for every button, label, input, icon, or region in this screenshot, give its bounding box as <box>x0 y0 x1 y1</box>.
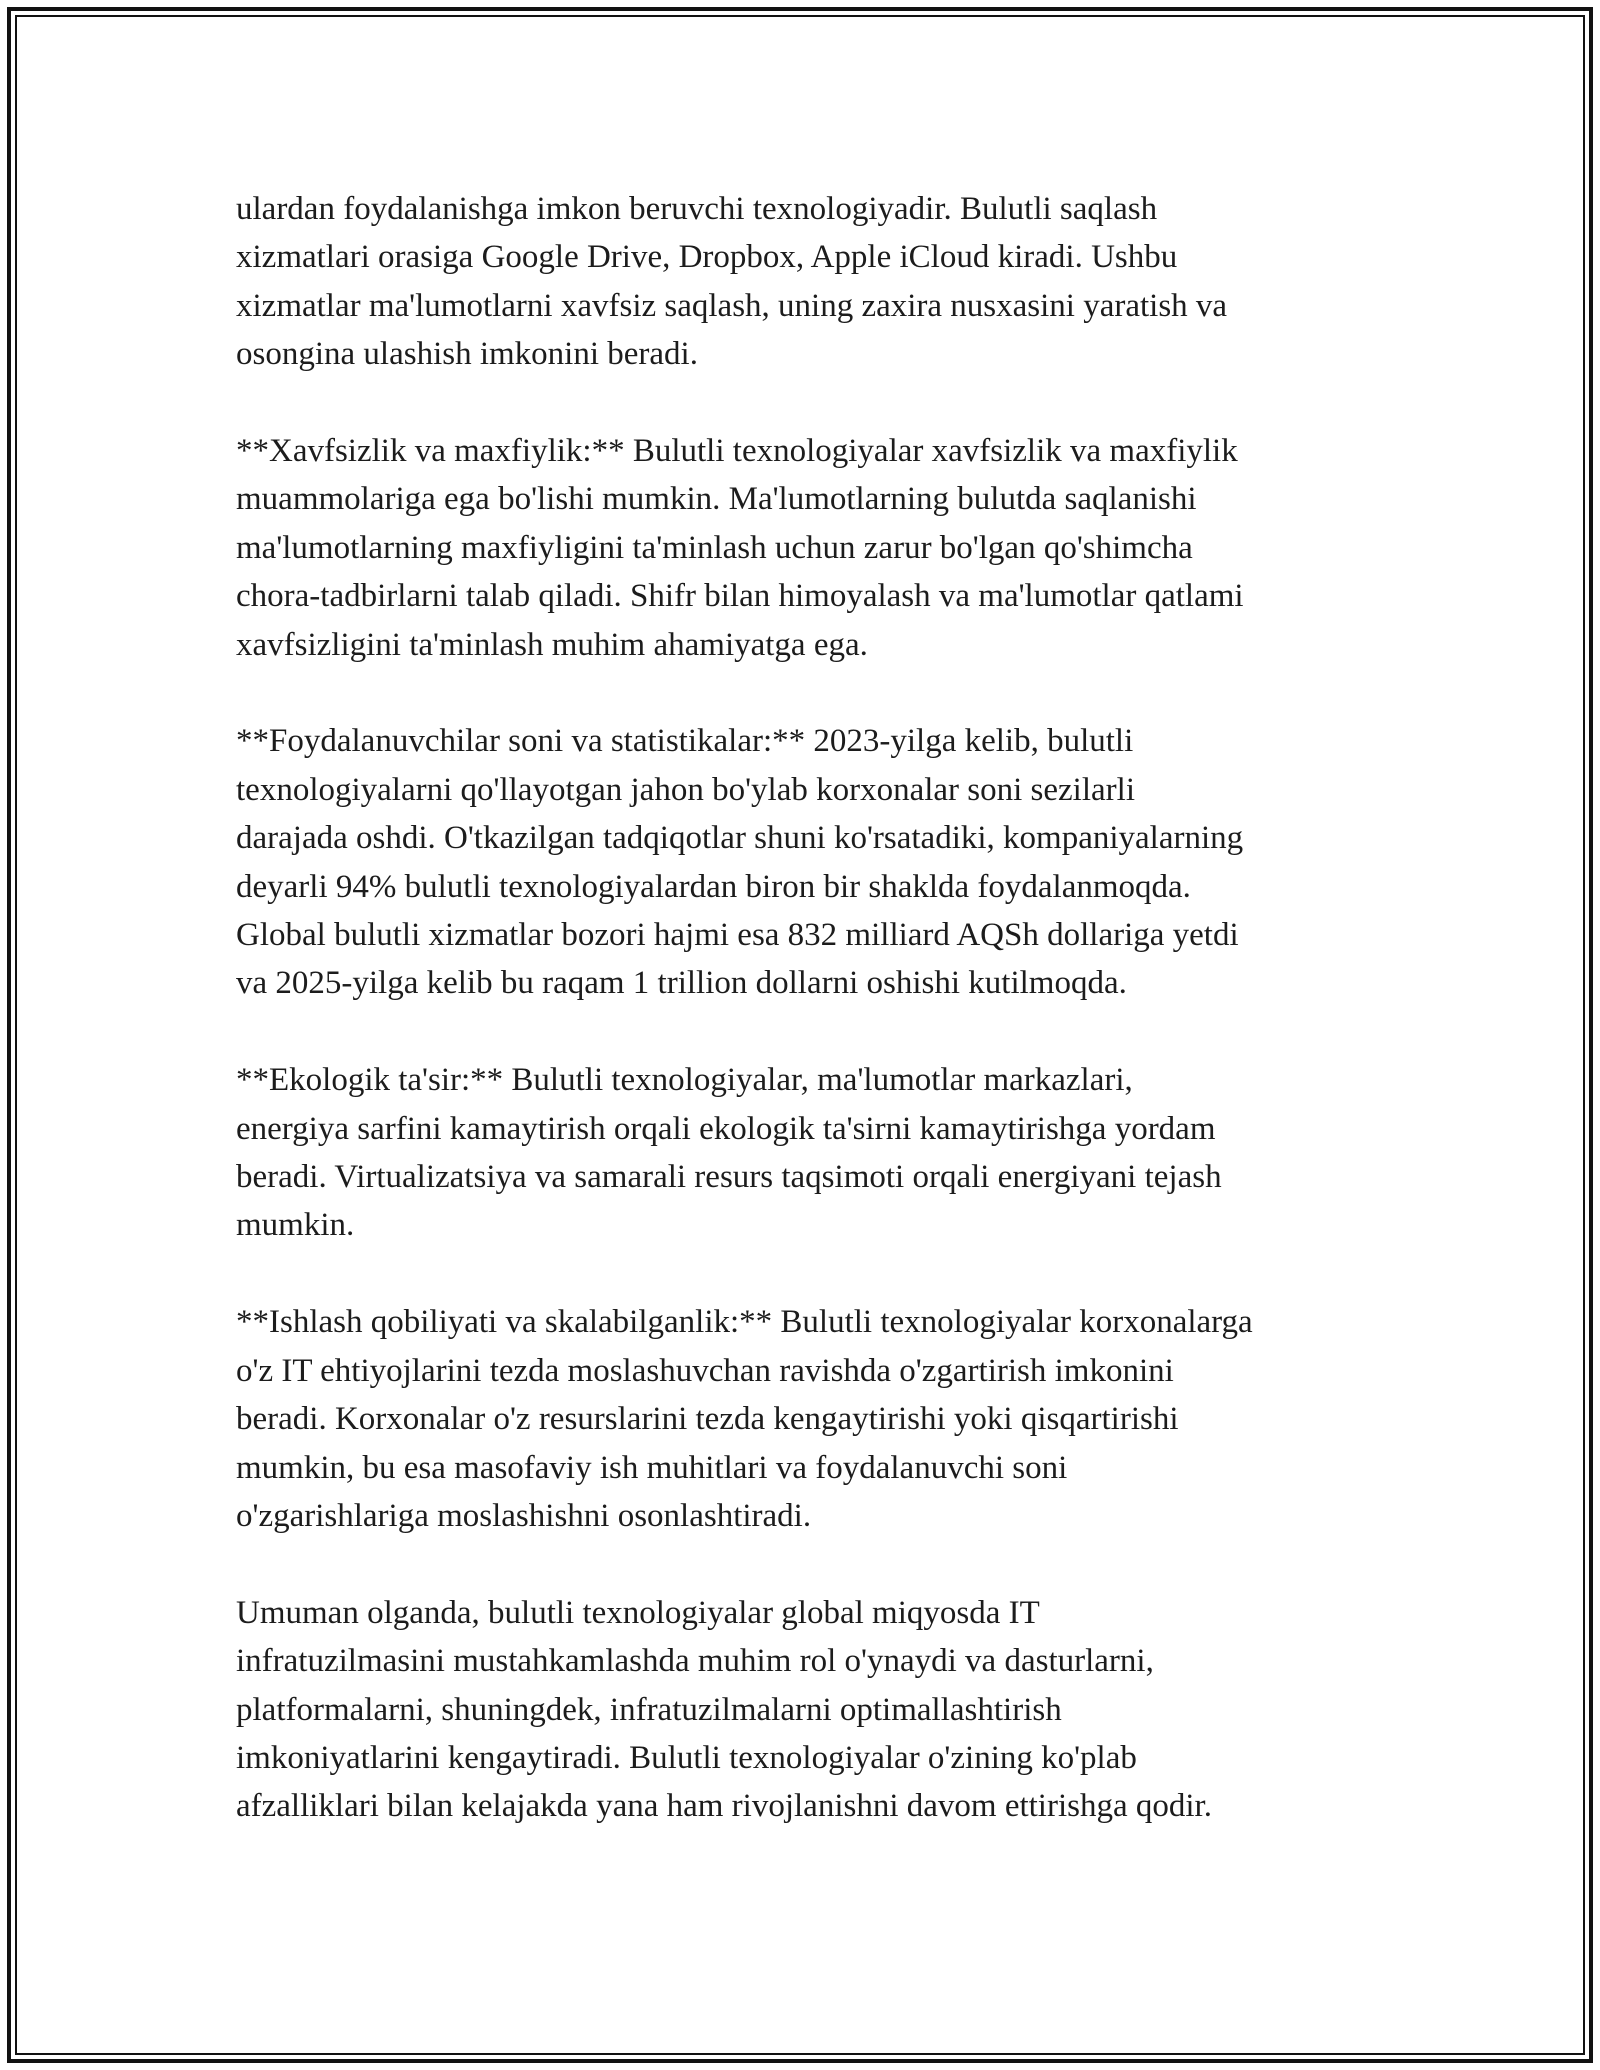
text-line: beradi. Virtualizatsiya va samarali resurs taqsimoti orqali energiyani tejash <box>236 1159 1222 1196</box>
text-line: platformalarni, shuningdek, infratuzilmalarni optimallashtirish <box>236 1691 1062 1728</box>
text-line: o'z IT ehtiyojlarini tezda moslashuvchan ravishda o'zgartirish imkonini <box>236 1352 1174 1389</box>
text-line: **Foydalanuvchilar soni va statistikalar:** 2023-yilga kelib, bulutli <box>236 723 1134 760</box>
text-line: **Ishlash qobiliyati va skalabilganlik:** Bulutli texnologiyalar korxonalarga <box>236 1304 1253 1341</box>
paragraph-conclusion <box>236 1589 1386 1831</box>
paragraph-users-statistics <box>236 717 1386 1007</box>
text-line: darajada oshdi. O'tkazilgan tadqiqotlar shuni ko'rsatadiki, kompaniyalarning <box>236 820 1244 857</box>
text-line: texnologiyalarni qo'llayotgan jahon bo'ylab korxonalar soni sezilarli <box>236 771 1135 808</box>
text-line: xizmatlari orasiga Google Drive, Dropbox, Apple iCloud kiradi. Ushbu <box>236 239 1178 276</box>
paragraph-ecological-impact <box>236 1056 1386 1250</box>
text-line: ma'lumotlarning maxfiyligini ta'minlash uchun zarur bo'lgan qo'shimcha <box>236 529 1193 566</box>
text-line: va 2025-yilga kelib bu raqam 1 trillion dollarni oshishi kutilmoqda. <box>236 965 1127 1002</box>
text-line: chora-tadbirlarni talab qiladi. Shifr bilan himoyalash va ma'lumotlar qatlami <box>236 578 1244 615</box>
text-line: beradi. Korxonalar o'z resurslarini tezda kengaytirishi yoki qisqartirishi <box>236 1401 1179 1438</box>
paragraph-performance-scalability <box>236 1298 1386 1540</box>
text-line: muammolariga ega bo'lishi mumkin. Ma'lumotlarning bulutda saqlanishi <box>236 481 1197 518</box>
text-line: afzalliklari bilan kelajakda yana ham rivojlanishni davom ettirishga qodir. <box>236 1788 1212 1825</box>
text-line: Umuman olganda, bulutli texnologiyalar global miqyosda IT <box>236 1594 1040 1631</box>
text-line: imkoniyatlarini kengaytiradi. Bulutli texnologiyalar o'zining ko'plab <box>236 1739 1137 1776</box>
text-line: energiya sarfini kamaytirish orqali ekologik ta'sirni kamaytirishga yordam <box>236 1110 1216 1147</box>
text-line: mumkin, bu esa masofaviy ish muhitlari va foydalanuvchi soni <box>236 1449 1068 1486</box>
text-line: infratuzilmasini mustahkamlashda muhim rol o'ynaydi va dasturlarni, <box>236 1643 1154 1680</box>
text-line: osongina ulashish imkonini beradi. <box>236 336 698 373</box>
text-line: xavfsizligini ta'minlash muhim ahamiyatga ega. <box>236 626 868 663</box>
paragraph-security-privacy <box>236 427 1386 669</box>
document-body <box>236 185 1386 1879</box>
text-line: **Ekologik ta'sir:** Bulutli texnologiyalar, ma'lumotlar markazlari, <box>236 1062 1133 1099</box>
paragraph-cloud-storage <box>236 185 1386 379</box>
text-line: mumkin. <box>236 1207 355 1244</box>
text-line: xizmatlar ma'lumotlarni xavfsiz saqlash, uning zaxira nusxasini yaratish va <box>236 287 1228 324</box>
text-line: **Xavfsizlik va maxfiylik:** Bulutli texnologiyalar xavfsizlik va maxfiylik <box>236 433 1238 470</box>
text-line: o'zgarishlariga moslashishni osonlashtiradi. <box>236 1497 812 1534</box>
text-line: ulardan foydalanishga imkon beruvchi texnologiyadir. Bulutli saqlash <box>236 191 1158 227</box>
text-line: Global bulutli xizmatlar bozori hajmi esa 832 milliard AQSh dollariga yetdi <box>236 917 1239 954</box>
text-line: deyarli 94% bulutli texnologiyalardan biron bir shaklda foydalanmoqda. <box>236 868 1191 905</box>
